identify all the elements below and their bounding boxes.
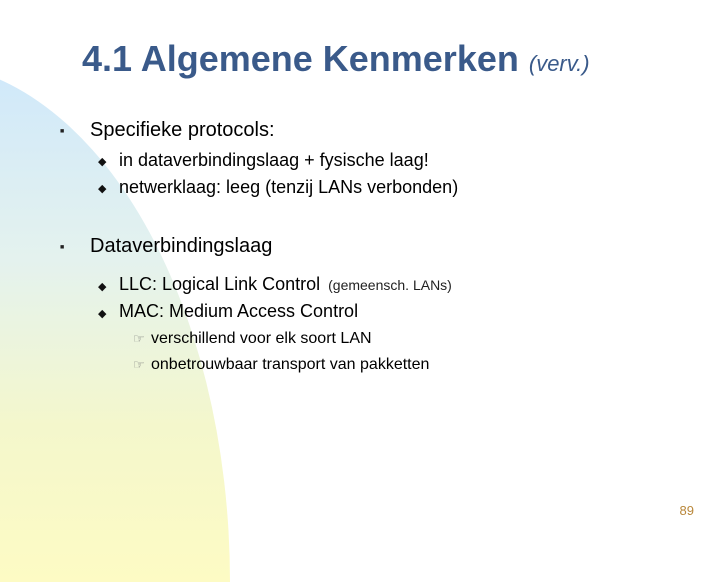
title-suffix: (verv.) <box>528 51 590 76</box>
square-bullet-icon: ■ <box>60 244 65 251</box>
subsub-bullet-unreliable: onbetrouwbaar transport van pakketten <box>151 356 430 373</box>
bullet-specifieke-protocols: Specifieke protocols: <box>90 119 275 141</box>
slide-title <box>82 38 682 80</box>
diamond-bullet-icon: ◆ <box>98 183 107 195</box>
llc-note: (gemeensch. LANs) <box>328 277 452 293</box>
subsub-bullet-per-lan: verschillend voor elk soort LAN <box>151 330 372 347</box>
page-number: 89 <box>679 503 694 518</box>
pointing-hand-icon: ☞ <box>133 331 145 346</box>
title-text: 4.1 Algemene Kenmerken <box>82 38 519 79</box>
pointing-hand-icon: ☞ <box>133 357 145 372</box>
diamond-bullet-icon: ◆ <box>98 156 107 168</box>
sub-bullet-network-layer: netwerklaag: leeg (tenzij LANs verbonden) <box>119 177 459 197</box>
sub-bullet-datalink-physical: in dataverbindingslaag + fysische laag! <box>119 150 429 170</box>
sub-bullet-llc <box>119 274 452 295</box>
sub-bullet-mac: MAC: Medium Access Control <box>119 301 359 321</box>
diamond-bullet-icon: ◆ <box>98 281 107 293</box>
llc-text: LLC: Logical Link Control <box>119 274 321 294</box>
bullet-dataverbindingslaag: Dataverbindingslaag <box>90 235 273 257</box>
diamond-bullet-icon: ◆ <box>98 308 107 320</box>
square-bullet-icon: ■ <box>60 128 65 135</box>
